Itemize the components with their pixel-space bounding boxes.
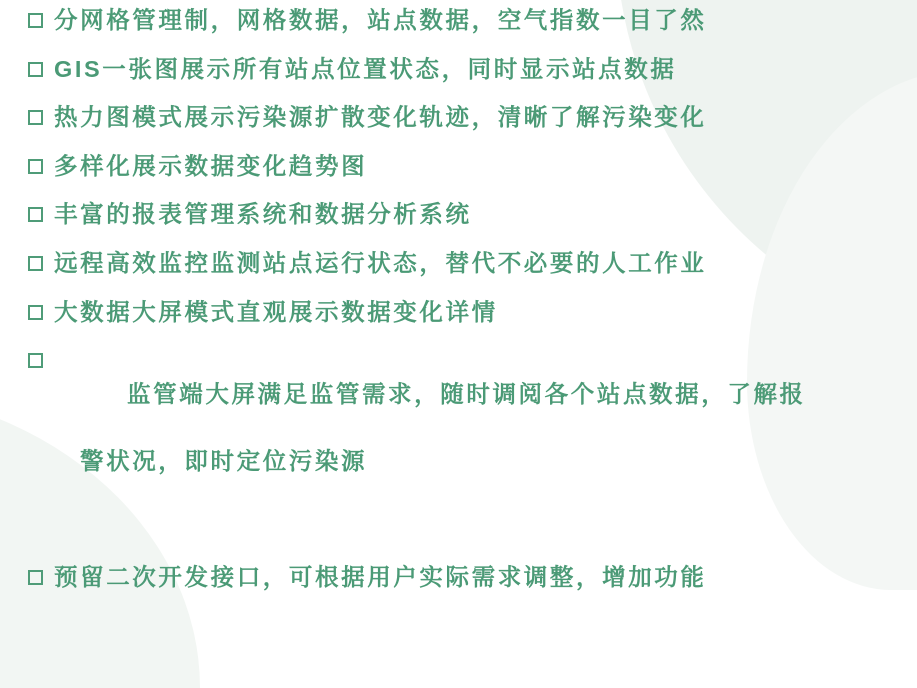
list-item-text: 监管端大屏满足监管需求，随时调阅各个站点数据，了解报 (127, 380, 806, 407)
list-item (28, 247, 891, 281)
list-item-text-wrapper (54, 344, 806, 546)
square-bullet-icon (28, 353, 43, 368)
list-item (28, 150, 891, 184)
list-item-text: 分网格管理制，网格数据，站点数据，空气指数一目了然 (54, 7, 707, 33)
list-item-text-continuation: 警状况，即时定位污染源 (80, 447, 368, 474)
list-item (28, 198, 891, 232)
list-item-text: 大数据大屏模式直观展示数据变化详情 (54, 298, 498, 325)
square-bullet-icon (28, 207, 43, 222)
list-item (28, 561, 891, 595)
square-bullet-icon (28, 13, 43, 28)
square-bullet-icon (28, 570, 43, 585)
feature-bullet-list (28, 4, 891, 594)
list-item (28, 101, 891, 135)
square-bullet-icon (28, 305, 43, 320)
square-bullet-icon (28, 110, 43, 125)
list-item (28, 296, 891, 330)
list-item-text: 丰富的报表管理系统和数据分析系统 (54, 201, 472, 228)
square-bullet-icon (28, 62, 43, 77)
list-item (28, 4, 891, 38)
list-item-text: 热力图模式展示污染源扩散变化轨迹，清晰了解污染变化 (54, 104, 707, 131)
list-item (28, 53, 891, 87)
list-item (28, 344, 891, 546)
list-item-text: 多样化展示数据变化趋势图 (54, 152, 368, 179)
list-item-text: 远程高效监控监测站点运行状态，替代不必要的人工作业 (54, 249, 707, 276)
list-item-text: 预留二次开发接口，可根据用户实际需求调整，增加功能 (54, 563, 707, 590)
square-bullet-icon (28, 159, 43, 174)
list-item-text: GIS一张图展示所有站点位置状态，同时显示站点数据 (54, 55, 677, 82)
square-bullet-icon (28, 256, 43, 271)
